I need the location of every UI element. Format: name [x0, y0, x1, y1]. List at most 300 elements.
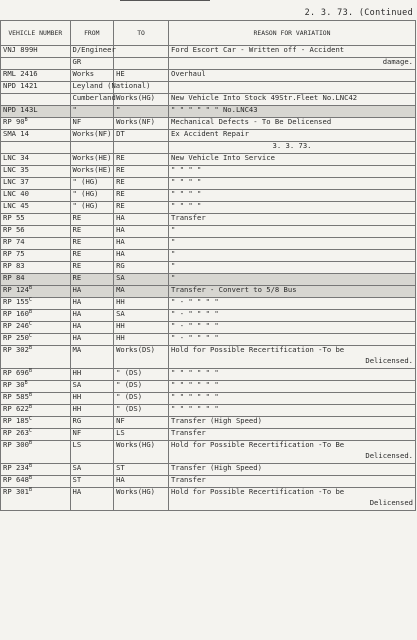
- from-cell: [70, 202, 114, 214]
- vehicle-number-cell-text: RML 2416: [3, 69, 38, 78]
- vehicle-number-cell-text: RP 622: [3, 404, 29, 413]
- vehicle-number-cell: [1, 488, 71, 511]
- to-cell: [114, 154, 169, 166]
- reason-cell-text: Transfer (High Speed): [171, 416, 262, 425]
- to-cell-text: Works(DS): [116, 345, 156, 354]
- from-cell-text: RE: [72, 225, 82, 234]
- from-cell: [70, 286, 114, 298]
- from-cell-text: NF: [72, 117, 82, 126]
- reason-cell: [169, 166, 416, 178]
- vehicle-number-cell: [1, 250, 71, 262]
- to-cell-text: Works(HG): [116, 440, 156, 449]
- to-cell: [114, 106, 169, 118]
- table-row: [1, 118, 416, 130]
- vehicle-number-cell: [1, 202, 71, 214]
- to-cell-text: MA: [116, 285, 125, 294]
- table-body: [1, 46, 416, 511]
- vehicle-suffix: C: [28, 416, 32, 422]
- reason-cell: [169, 214, 416, 226]
- reason-cell-text: Transfer: [171, 475, 206, 484]
- table-row: [1, 310, 416, 322]
- to-cell: [114, 214, 169, 226]
- vehicle-number-cell: [1, 429, 71, 441]
- vehicle-number-cell: [1, 70, 71, 82]
- from-cell-text: MA: [72, 345, 82, 354]
- reason-cell-text: " " " ": [171, 189, 202, 198]
- vehicle-number-cell-text: RP 585: [3, 392, 29, 401]
- reason-cell: [169, 476, 416, 488]
- reason-cell: [169, 381, 416, 393]
- vehicle-number-cell-text: RP 250: [3, 333, 29, 342]
- to-cell-text: Works(HG): [116, 93, 156, 102]
- from-cell: [70, 190, 114, 202]
- from-cell: [70, 334, 114, 346]
- from-cell-text: Works(NF): [72, 129, 112, 138]
- reason-cell: [169, 118, 416, 130]
- vehicle-number-cell-text: RP 302: [3, 345, 29, 354]
- vehicle-number-cell-text: RP 160: [3, 309, 29, 318]
- continued-date-heading: 2. 3. 73. (Continued: [304, 8, 413, 18]
- reason-cell-text: Hold for Possible Recertification -To Be: [171, 440, 345, 449]
- vehicle-suffix: B: [24, 380, 28, 386]
- from-cell: [70, 166, 114, 178]
- vehicle-number-cell: [1, 322, 71, 334]
- from-cell-text: LS: [72, 440, 82, 449]
- vehicle-number-cell: [1, 274, 71, 286]
- table-row: [1, 405, 416, 417]
- to-cell: [114, 417, 169, 429]
- vehicle-number-cell: [1, 46, 71, 58]
- table-row: [1, 238, 416, 250]
- reason-cell-text: 3. 3. 73.: [272, 141, 312, 150]
- reason-cell: [169, 58, 416, 70]
- reason-cell: [169, 94, 416, 106]
- reason-cell: [169, 190, 416, 202]
- from-cell: [70, 238, 114, 250]
- from-cell-text: HA: [72, 309, 82, 318]
- table-row: [1, 154, 416, 166]
- to-cell-text: HH: [116, 321, 125, 330]
- to-cell: [114, 178, 169, 190]
- reason-cell-text: " " " ": [171, 177, 202, 186]
- to-cell-text: HH: [116, 297, 125, 306]
- table-row: [1, 142, 416, 154]
- from-cell: [70, 106, 114, 118]
- to-cell: [114, 166, 169, 178]
- col-reason: REASON FOR VARIATION: [169, 21, 416, 46]
- vehicle-number-cell: [1, 393, 71, 405]
- table-row: [1, 82, 416, 94]
- to-cell-text: ST: [116, 463, 125, 472]
- to-cell-text: RE: [116, 165, 125, 174]
- reason-cell: [169, 154, 416, 166]
- to-cell-text: HH: [116, 333, 125, 342]
- vehicle-number-cell: [1, 214, 71, 226]
- vehicle-number-cell: [1, 58, 71, 70]
- from-cell-text: D/Engineer: [72, 45, 116, 54]
- from-cell-text: SA: [72, 380, 82, 389]
- vehicle-suffix: B: [28, 440, 32, 446]
- vehicle-number-cell-text: RP 234: [3, 463, 29, 472]
- vehicle-number-cell: [1, 94, 71, 106]
- table-row: [1, 94, 416, 106]
- table-row: [1, 429, 416, 441]
- reason-cell-text: New Vehicle Into Service: [171, 153, 275, 162]
- from-cell: [70, 118, 114, 130]
- col-from: FROM: [70, 21, 114, 46]
- from-cell-text: HA: [72, 285, 82, 294]
- to-cell: [114, 346, 169, 369]
- reason-cell-text: ": [171, 225, 176, 234]
- vehicle-number-cell-text: LNC 37: [3, 177, 29, 186]
- vehicle-number-cell-text: RP 648: [3, 475, 29, 484]
- vehicle-number-cell-text: LNC 34: [3, 153, 29, 162]
- from-cell-text: GR: [72, 57, 82, 66]
- to-cell: [114, 58, 169, 70]
- reason-cell-text: " " " " " " No.LNC43: [171, 105, 258, 114]
- to-cell: [114, 322, 169, 334]
- vehicle-number-cell-text: LNC 45: [3, 201, 29, 210]
- reason-cell-text: Overhaul: [171, 69, 206, 78]
- reason-cell-text: Ex Accident Repair: [171, 129, 249, 138]
- reason-cell-text: " - " " " ": [171, 333, 219, 342]
- vehicle-suffix: C: [28, 428, 32, 434]
- from-cell-text: SA: [72, 463, 82, 472]
- reason-cell: [169, 488, 416, 511]
- from-cell-text: Works(HE): [72, 165, 112, 174]
- vehicle-number-cell-text: RP 83: [3, 261, 25, 270]
- to-cell: [114, 46, 169, 58]
- reason-cell: [169, 226, 416, 238]
- vehicle-number-cell: [1, 130, 71, 142]
- to-cell: [114, 130, 169, 142]
- table-row: [1, 488, 416, 511]
- reason-cell: [169, 369, 416, 381]
- table-row: [1, 70, 416, 82]
- table-row: [1, 46, 416, 58]
- to-cell: [114, 488, 169, 511]
- reason-cell-text: " " " " " ": [171, 392, 219, 401]
- vehicle-number-cell-text: RP 30: [3, 380, 25, 389]
- to-cell-text: ": [116, 105, 121, 114]
- reason-cell: [169, 238, 416, 250]
- from-cell: [70, 405, 114, 417]
- reason-cell: [169, 464, 416, 476]
- vehicle-suffix: C: [28, 333, 32, 339]
- reason-cell: [169, 274, 416, 286]
- from-cell-text: ST: [72, 475, 82, 484]
- from-cell: [70, 488, 114, 511]
- from-cell-text: RE: [72, 273, 82, 282]
- vehicle-suffix: C: [28, 321, 32, 327]
- to-cell-text: HA: [116, 225, 125, 234]
- table-row: [1, 262, 416, 274]
- vehicle-number-cell: [1, 82, 71, 94]
- table-row: [1, 214, 416, 226]
- from-cell-text: RE: [72, 213, 82, 222]
- to-cell-text: HA: [116, 249, 125, 258]
- vehicle-number-cell-text: RP 155: [3, 297, 29, 306]
- table-row: [1, 381, 416, 393]
- to-cell-text: HA: [116, 237, 125, 246]
- from-cell: [70, 94, 114, 106]
- reason-cell: [169, 46, 416, 58]
- reason-cell-text: ": [171, 249, 176, 258]
- vehicle-number-cell-text: VNJ 899H: [3, 45, 38, 54]
- from-cell: [70, 464, 114, 476]
- vehicle-suffix: B: [28, 487, 32, 493]
- vehicle-number-cell: [1, 476, 71, 488]
- reason-cell: [169, 346, 416, 369]
- from-cell: [70, 130, 114, 142]
- vehicle-number-cell-text: RP 300: [3, 440, 29, 449]
- to-cell: [114, 476, 169, 488]
- top-rule: [120, 0, 210, 1]
- reason-cell: [169, 298, 416, 310]
- reason-cell-text: Transfer: [171, 213, 206, 222]
- from-cell: [70, 441, 114, 464]
- to-cell: [114, 202, 169, 214]
- from-cell-text: RG: [72, 416, 82, 425]
- reason-continuation: Delicensed: [369, 498, 413, 507]
- reason-cell-text: Ford Escort Car - Written off - Accident: [171, 45, 345, 54]
- from-cell-text: HH: [72, 368, 82, 377]
- vehicle-number-cell-text: RP 90: [3, 117, 25, 126]
- to-cell: [114, 262, 169, 274]
- vehicle-number-cell-text: NPD 143L: [3, 105, 38, 114]
- vehicle-number-cell: [1, 298, 71, 310]
- from-cell: [70, 178, 114, 190]
- to-cell: [114, 250, 169, 262]
- from-cell: [70, 369, 114, 381]
- vehicle-number-cell-text: RP 246: [3, 321, 29, 330]
- from-cell-text: HH: [72, 392, 82, 401]
- to-cell-text: SA: [116, 309, 125, 318]
- to-cell-text: " (DS): [116, 404, 143, 413]
- table-row: [1, 286, 416, 298]
- to-cell-text: RE: [116, 153, 125, 162]
- vehicle-number-cell-text: RP 56: [3, 225, 25, 234]
- to-cell-text: RG: [116, 261, 125, 270]
- from-cell: [70, 322, 114, 334]
- from-cell: [70, 393, 114, 405]
- from-cell: [70, 476, 114, 488]
- reason-cell-text: " " " ": [171, 201, 202, 210]
- from-cell: [70, 310, 114, 322]
- vehicle-number-cell: [1, 464, 71, 476]
- from-cell: [70, 58, 114, 70]
- reason-cell-text: " " " " " ": [171, 368, 219, 377]
- table-row: [1, 250, 416, 262]
- vehicle-number-cell-text: RP 696: [3, 368, 29, 377]
- to-cell: [114, 464, 169, 476]
- vehicle-number-cell: [1, 190, 71, 202]
- reason-cell: [169, 286, 416, 298]
- table-row: [1, 298, 416, 310]
- from-cell-text: HA: [72, 333, 82, 342]
- to-cell-text: HA: [116, 213, 125, 222]
- reason-continuation: Delicensed.: [365, 356, 413, 365]
- table-row: [1, 178, 416, 190]
- table-row: [1, 226, 416, 238]
- reason-cell: [169, 310, 416, 322]
- table-row: [1, 369, 416, 381]
- from-cell: [70, 274, 114, 286]
- from-cell: [70, 417, 114, 429]
- to-cell: [114, 441, 169, 464]
- vehicle-number-cell-text: RP 75: [3, 249, 25, 258]
- table-row: [1, 190, 416, 202]
- vehicle-number-cell: [1, 166, 71, 178]
- reason-cell: [169, 393, 416, 405]
- from-cell: [70, 214, 114, 226]
- reason-cell: [169, 417, 416, 429]
- vehicle-variation-table: [0, 20, 416, 511]
- vehicle-suffix: B: [28, 285, 32, 291]
- from-cell-text: RE: [72, 249, 82, 258]
- reason-cell-text: ": [171, 237, 176, 246]
- reason-cell-text: " " " " " ": [171, 380, 219, 389]
- from-cell: [70, 46, 114, 58]
- to-cell-text: SA: [116, 273, 125, 282]
- reason-cell: [169, 82, 416, 94]
- vehicle-number-cell: [1, 381, 71, 393]
- to-cell-text: DT: [116, 129, 125, 138]
- from-cell: [70, 346, 114, 369]
- reason-cell-text: Hold for Possible Recertification -To be: [171, 345, 345, 354]
- from-cell-text: HH: [72, 404, 82, 413]
- vehicle-number-cell: [1, 154, 71, 166]
- to-cell: [114, 286, 169, 298]
- col-to: TO: [114, 21, 169, 46]
- from-cell-text: ": [72, 105, 77, 114]
- to-cell-text: NF: [116, 416, 125, 425]
- reason-cell-text: Hold for Possible Recertification -To be: [171, 487, 345, 496]
- vehicle-suffix: B: [28, 475, 32, 481]
- vehicle-number-cell-text: RP 84: [3, 273, 25, 282]
- table-row: [1, 346, 416, 369]
- vehicle-number-cell: [1, 369, 71, 381]
- reason-cell-text: Transfer: [171, 428, 206, 437]
- from-cell: [70, 381, 114, 393]
- table-row: [1, 166, 416, 178]
- reason-cell: [169, 130, 416, 142]
- table-row: [1, 441, 416, 464]
- vehicle-suffix: B: [28, 392, 32, 398]
- col-vehicle-number: VEHICLE NUMBER: [1, 21, 71, 46]
- vehicle-number-cell-text: RP 124: [3, 285, 29, 294]
- to-cell: [114, 274, 169, 286]
- to-cell-text: LS: [116, 428, 125, 437]
- reason-cell-text: " - " " " ": [171, 321, 219, 330]
- from-cell-text: Cumberland: [72, 93, 116, 102]
- to-cell: [114, 369, 169, 381]
- vehicle-number-cell: [1, 142, 71, 154]
- vehicle-number-cell: [1, 238, 71, 250]
- reason-cell: [169, 334, 416, 346]
- to-cell-text: Works(NF): [116, 117, 156, 126]
- vehicle-number-cell: [1, 346, 71, 369]
- table-row: [1, 58, 416, 70]
- to-cell: [114, 94, 169, 106]
- from-cell: [70, 154, 114, 166]
- vehicle-suffix: B: [24, 117, 28, 123]
- reason-cell-text: ": [171, 261, 176, 270]
- from-cell: [70, 226, 114, 238]
- to-cell: [114, 298, 169, 310]
- reason-cell: [169, 429, 416, 441]
- table-row: [1, 322, 416, 334]
- table-row: [1, 476, 416, 488]
- reason-cell: [169, 441, 416, 464]
- reason-cell-text: Transfer - Convert to 5/8 Bus: [171, 285, 297, 294]
- to-cell: [114, 190, 169, 202]
- reason-cell: [169, 70, 416, 82]
- table-row: [1, 274, 416, 286]
- from-cell-text: " (HG): [72, 201, 99, 210]
- reason-cell-text: " " " " " ": [171, 404, 219, 413]
- vehicle-suffix: B: [28, 404, 32, 410]
- to-cell: [114, 405, 169, 417]
- vehicle-number-cell-text: LNC 40: [3, 189, 29, 198]
- vehicle-number-cell: [1, 262, 71, 274]
- to-cell-text: " (DS): [116, 380, 143, 389]
- from-cell-text: HA: [72, 321, 82, 330]
- from-cell: [70, 262, 114, 274]
- reason-cell: [169, 250, 416, 262]
- to-cell: [114, 381, 169, 393]
- to-cell-text: " (DS): [116, 368, 143, 377]
- reason-cell-text: ": [171, 273, 176, 282]
- table-row: [1, 417, 416, 429]
- reason-cell: [169, 106, 416, 118]
- from-cell-text: HA: [72, 487, 82, 496]
- reason-cell-text: Mechanical Defects - To Be Delicensed: [171, 117, 332, 126]
- vehicle-number-cell-text: RP 74: [3, 237, 25, 246]
- to-cell: [114, 429, 169, 441]
- from-cell: [70, 298, 114, 310]
- vehicle-suffix: C: [28, 297, 32, 303]
- to-cell: [114, 393, 169, 405]
- reason-cell-text: " - " " " ": [171, 297, 219, 306]
- vehicle-number-cell: [1, 226, 71, 238]
- reason-cell: [169, 262, 416, 274]
- header-row: [1, 21, 416, 46]
- from-cell: [70, 142, 114, 154]
- reason-cell-text: Transfer (High Speed): [171, 463, 262, 472]
- from-cell-text: Leyland (National): [72, 81, 151, 90]
- to-cell-text: Works(HG): [116, 487, 156, 496]
- vehicle-number-cell-text: NPD 1421: [3, 81, 38, 90]
- vehicle-suffix: B: [28, 463, 32, 469]
- to-cell: [114, 142, 169, 154]
- vehicle-number-cell: [1, 334, 71, 346]
- reason-cell-text: " " " ": [171, 165, 202, 174]
- from-cell-text: " (HG): [72, 189, 99, 198]
- vehicle-number-cell: [1, 286, 71, 298]
- from-cell-text: Works: [72, 69, 95, 78]
- table-row: [1, 106, 416, 118]
- to-cell: [114, 70, 169, 82]
- table-row: [1, 130, 416, 142]
- reason-cell: [169, 405, 416, 417]
- table-row: [1, 393, 416, 405]
- to-cell: [114, 310, 169, 322]
- vehicle-number-cell: [1, 441, 71, 464]
- to-cell: [114, 334, 169, 346]
- to-cell: [114, 238, 169, 250]
- to-cell: [114, 118, 169, 130]
